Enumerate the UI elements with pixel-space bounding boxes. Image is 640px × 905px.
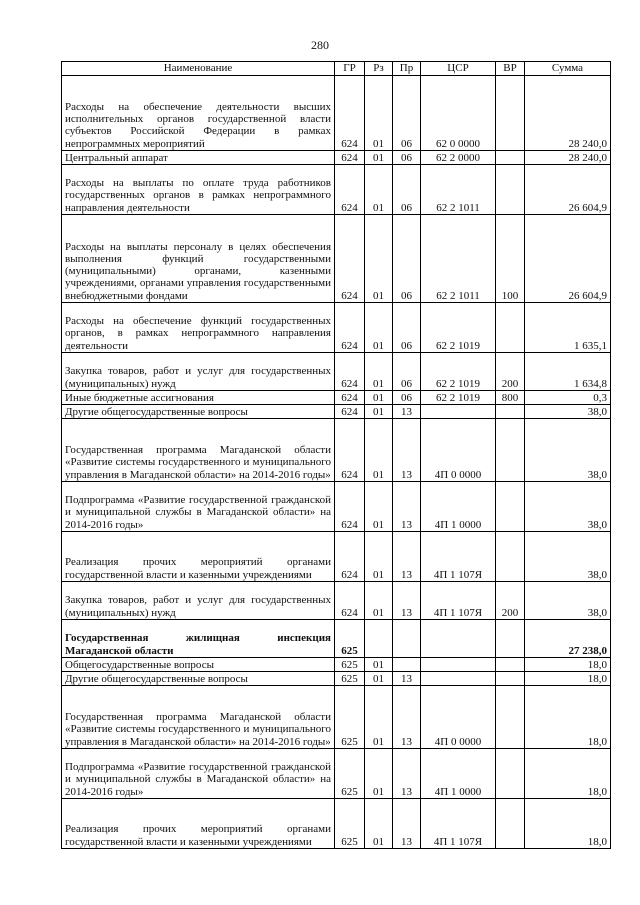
cell-pr: 06 bbox=[393, 303, 421, 353]
cell-vr bbox=[496, 419, 525, 482]
cell-pr: 06 bbox=[393, 76, 421, 151]
table-row bbox=[62, 165, 611, 215]
cell-vr: 100 bbox=[496, 215, 525, 303]
cell-sum: 18,0 bbox=[525, 686, 611, 749]
cell-name: Расходы на выплаты по оплате труда работников государственных органов в рамках непрограммного направления деятельности bbox=[62, 165, 335, 215]
cell-vr bbox=[496, 76, 525, 151]
column-header-sum: Сумма bbox=[525, 62, 611, 76]
cell-vr bbox=[496, 686, 525, 749]
cell-sum: 18,0 bbox=[525, 672, 611, 686]
cell-vr bbox=[496, 532, 525, 582]
cell-rz: 01 bbox=[365, 799, 393, 849]
column-header-pr: Пр bbox=[393, 62, 421, 76]
cell-csr: 62 2 1019 bbox=[421, 353, 496, 391]
column-header-rz: Рз bbox=[365, 62, 393, 76]
cell-sum: 27 238,0 bbox=[525, 620, 611, 658]
cell-gr: 624 bbox=[335, 353, 365, 391]
cell-rz: 01 bbox=[365, 658, 393, 672]
cell-sum: 28 240,0 bbox=[525, 76, 611, 151]
cell-csr: 62 2 0000 bbox=[421, 151, 496, 165]
cell-rz: 01 bbox=[365, 532, 393, 582]
cell-sum: 1 634,8 bbox=[525, 353, 611, 391]
column-header-vr: ВР bbox=[496, 62, 525, 76]
cell-gr: 624 bbox=[335, 165, 365, 215]
table-row bbox=[62, 215, 611, 303]
cell-name: Реализация прочих мероприятий органами государственной власти и казенными учреждениями bbox=[62, 532, 335, 582]
cell-rz: 01 bbox=[365, 391, 393, 405]
cell-gr: 624 bbox=[335, 419, 365, 482]
table-row bbox=[62, 391, 611, 405]
cell-name: Расходы на обеспечение деятельности высших исполнительных органов государственной власти субъектов Российской Федерации в рамках непрограммных мероприятий bbox=[62, 76, 335, 151]
cell-name: Центральный аппарат bbox=[62, 151, 335, 165]
table-row bbox=[62, 532, 611, 582]
table-row bbox=[62, 620, 611, 658]
cell-csr: 4П 1 107Я bbox=[421, 582, 496, 620]
cell-csr: 62 2 1019 bbox=[421, 391, 496, 405]
table-body bbox=[62, 76, 611, 849]
page-number: 280 bbox=[311, 38, 329, 52]
cell-csr: 4П 1 107Я bbox=[421, 799, 496, 849]
cell-sum: 38,0 bbox=[525, 419, 611, 482]
table-header-row bbox=[62, 62, 611, 76]
cell-name: Закупка товаров, работ и услуг для государственных (муниципальных) нужд bbox=[62, 353, 335, 391]
cell-rz: 01 bbox=[365, 303, 393, 353]
cell-csr: 4П 1 0000 bbox=[421, 482, 496, 532]
table-row bbox=[62, 799, 611, 849]
cell-gr: 625 bbox=[335, 620, 365, 658]
table-row bbox=[62, 658, 611, 672]
cell-csr: 4П 1 0000 bbox=[421, 749, 496, 799]
table-row bbox=[62, 353, 611, 391]
table-row bbox=[62, 672, 611, 686]
cell-pr: 06 bbox=[393, 215, 421, 303]
cell-vr: 800 bbox=[496, 391, 525, 405]
cell-pr: 13 bbox=[393, 482, 421, 532]
cell-gr: 624 bbox=[335, 482, 365, 532]
cell-name: Подпрограмма «Развитие государственной гражданской и муниципальной службы в Магаданской области» на 2014-2016 годы» bbox=[62, 482, 335, 532]
cell-sum: 18,0 bbox=[525, 799, 611, 849]
cell-name: Расходы на обеспечение функций государственных органов, в рамках непрограммного направления деятельности bbox=[62, 303, 335, 353]
cell-name: Государственная жилищная инспекция Магаданской области bbox=[62, 620, 335, 658]
cell-sum: 26 604,9 bbox=[525, 215, 611, 303]
cell-pr: 13 bbox=[393, 799, 421, 849]
column-header-name: Наименование bbox=[62, 62, 335, 76]
cell-name: Другие общегосударственные вопросы bbox=[62, 672, 335, 686]
cell-rz: 01 bbox=[365, 686, 393, 749]
cell-name: Расходы на выплаты персоналу в целях обеспечения выполнения функций государственными (муниципальными) органами, казенными учреждениями, органами управления государственными внебюджетными фондами bbox=[62, 215, 335, 303]
cell-name: Реализация прочих мероприятий органами государственной власти и казенными учреждениями bbox=[62, 799, 335, 849]
cell-gr: 624 bbox=[335, 405, 365, 419]
cell-sum: 26 604,9 bbox=[525, 165, 611, 215]
cell-vr bbox=[496, 303, 525, 353]
cell-sum: 38,0 bbox=[525, 582, 611, 620]
cell-pr: 06 bbox=[393, 151, 421, 165]
cell-vr bbox=[496, 482, 525, 532]
cell-name: Другие общегосударственные вопросы bbox=[62, 405, 335, 419]
cell-vr bbox=[496, 620, 525, 658]
cell-pr: 13 bbox=[393, 686, 421, 749]
cell-sum: 38,0 bbox=[525, 482, 611, 532]
cell-vr bbox=[496, 799, 525, 849]
cell-gr: 624 bbox=[335, 151, 365, 165]
cell-csr: 62 0 0000 bbox=[421, 76, 496, 151]
budget-table bbox=[61, 61, 611, 849]
table-row bbox=[62, 303, 611, 353]
cell-gr: 624 bbox=[335, 303, 365, 353]
table-row bbox=[62, 482, 611, 532]
column-header-csr: ЦСР bbox=[421, 62, 496, 76]
cell-vr bbox=[496, 165, 525, 215]
cell-pr bbox=[393, 620, 421, 658]
cell-csr: 4П 0 0000 bbox=[421, 419, 496, 482]
cell-csr: 62 2 1011 bbox=[421, 165, 496, 215]
cell-pr: 13 bbox=[393, 582, 421, 620]
cell-gr: 625 bbox=[335, 686, 365, 749]
cell-gr: 624 bbox=[335, 391, 365, 405]
cell-name: Подпрограмма «Развитие государственной гражданской и муниципальной службы в Магаданской области» на 2014-2016 годы» bbox=[62, 749, 335, 799]
cell-gr: 625 bbox=[335, 749, 365, 799]
cell-gr: 624 bbox=[335, 76, 365, 151]
cell-gr: 625 bbox=[335, 799, 365, 849]
cell-csr: 4П 0 0000 bbox=[421, 686, 496, 749]
table-row bbox=[62, 151, 611, 165]
table-row bbox=[62, 76, 611, 151]
table-row bbox=[62, 686, 611, 749]
cell-vr bbox=[496, 749, 525, 799]
table-row bbox=[62, 405, 611, 419]
cell-rz: 01 bbox=[365, 76, 393, 151]
column-header-gr: ГР bbox=[335, 62, 365, 76]
cell-vr bbox=[496, 405, 525, 419]
cell-rz: 01 bbox=[365, 749, 393, 799]
table-row bbox=[62, 419, 611, 482]
cell-rz: 01 bbox=[365, 151, 393, 165]
cell-gr: 625 bbox=[335, 658, 365, 672]
cell-pr: 13 bbox=[393, 419, 421, 482]
cell-sum: 38,0 bbox=[525, 405, 611, 419]
cell-csr: 4П 1 107Я bbox=[421, 532, 496, 582]
cell-rz: 01 bbox=[365, 672, 393, 686]
cell-name: Государственная программа Магаданской области «Развитие системы государственного и муниципального управления в Магаданской области» на 2014-2016 годы» bbox=[62, 686, 335, 749]
cell-vr: 200 bbox=[496, 353, 525, 391]
cell-sum: 28 240,0 bbox=[525, 151, 611, 165]
cell-rz: 01 bbox=[365, 353, 393, 391]
cell-gr: 624 bbox=[335, 215, 365, 303]
cell-vr bbox=[496, 151, 525, 165]
cell-rz: 01 bbox=[365, 582, 393, 620]
cell-pr: 13 bbox=[393, 672, 421, 686]
cell-name: Государственная программа Магаданской области «Развитие системы государственного и муниципального управления в Магаданской области» на 2014-2016 годы» bbox=[62, 419, 335, 482]
cell-sum: 1 635,1 bbox=[525, 303, 611, 353]
cell-pr bbox=[393, 658, 421, 672]
cell-rz bbox=[365, 620, 393, 658]
cell-rz: 01 bbox=[365, 405, 393, 419]
cell-csr bbox=[421, 658, 496, 672]
cell-pr: 13 bbox=[393, 749, 421, 799]
cell-pr: 06 bbox=[393, 353, 421, 391]
table-row bbox=[62, 582, 611, 620]
cell-gr: 625 bbox=[335, 672, 365, 686]
cell-vr: 200 bbox=[496, 582, 525, 620]
cell-vr bbox=[496, 658, 525, 672]
cell-pr: 13 bbox=[393, 405, 421, 419]
cell-pr: 06 bbox=[393, 165, 421, 215]
cell-name: Общегосударственные вопросы bbox=[62, 658, 335, 672]
cell-name: Закупка товаров, работ и услуг для государственных (муниципальных) нужд bbox=[62, 582, 335, 620]
cell-csr: 62 2 1019 bbox=[421, 303, 496, 353]
cell-pr: 13 bbox=[393, 532, 421, 582]
cell-sum: 0,3 bbox=[525, 391, 611, 405]
cell-rz: 01 bbox=[365, 419, 393, 482]
cell-rz: 01 bbox=[365, 215, 393, 303]
cell-sum: 18,0 bbox=[525, 749, 611, 799]
cell-vr bbox=[496, 672, 525, 686]
cell-csr bbox=[421, 405, 496, 419]
cell-sum: 38,0 bbox=[525, 532, 611, 582]
cell-sum: 18,0 bbox=[525, 658, 611, 672]
cell-pr: 06 bbox=[393, 391, 421, 405]
cell-csr bbox=[421, 672, 496, 686]
cell-rz: 01 bbox=[365, 482, 393, 532]
cell-rz: 01 bbox=[365, 165, 393, 215]
table-row bbox=[62, 749, 611, 799]
cell-csr bbox=[421, 620, 496, 658]
cell-gr: 624 bbox=[335, 582, 365, 620]
cell-name: Иные бюджетные ассигнования bbox=[62, 391, 335, 405]
cell-gr: 624 bbox=[335, 532, 365, 582]
cell-csr: 62 2 1011 bbox=[421, 215, 496, 303]
